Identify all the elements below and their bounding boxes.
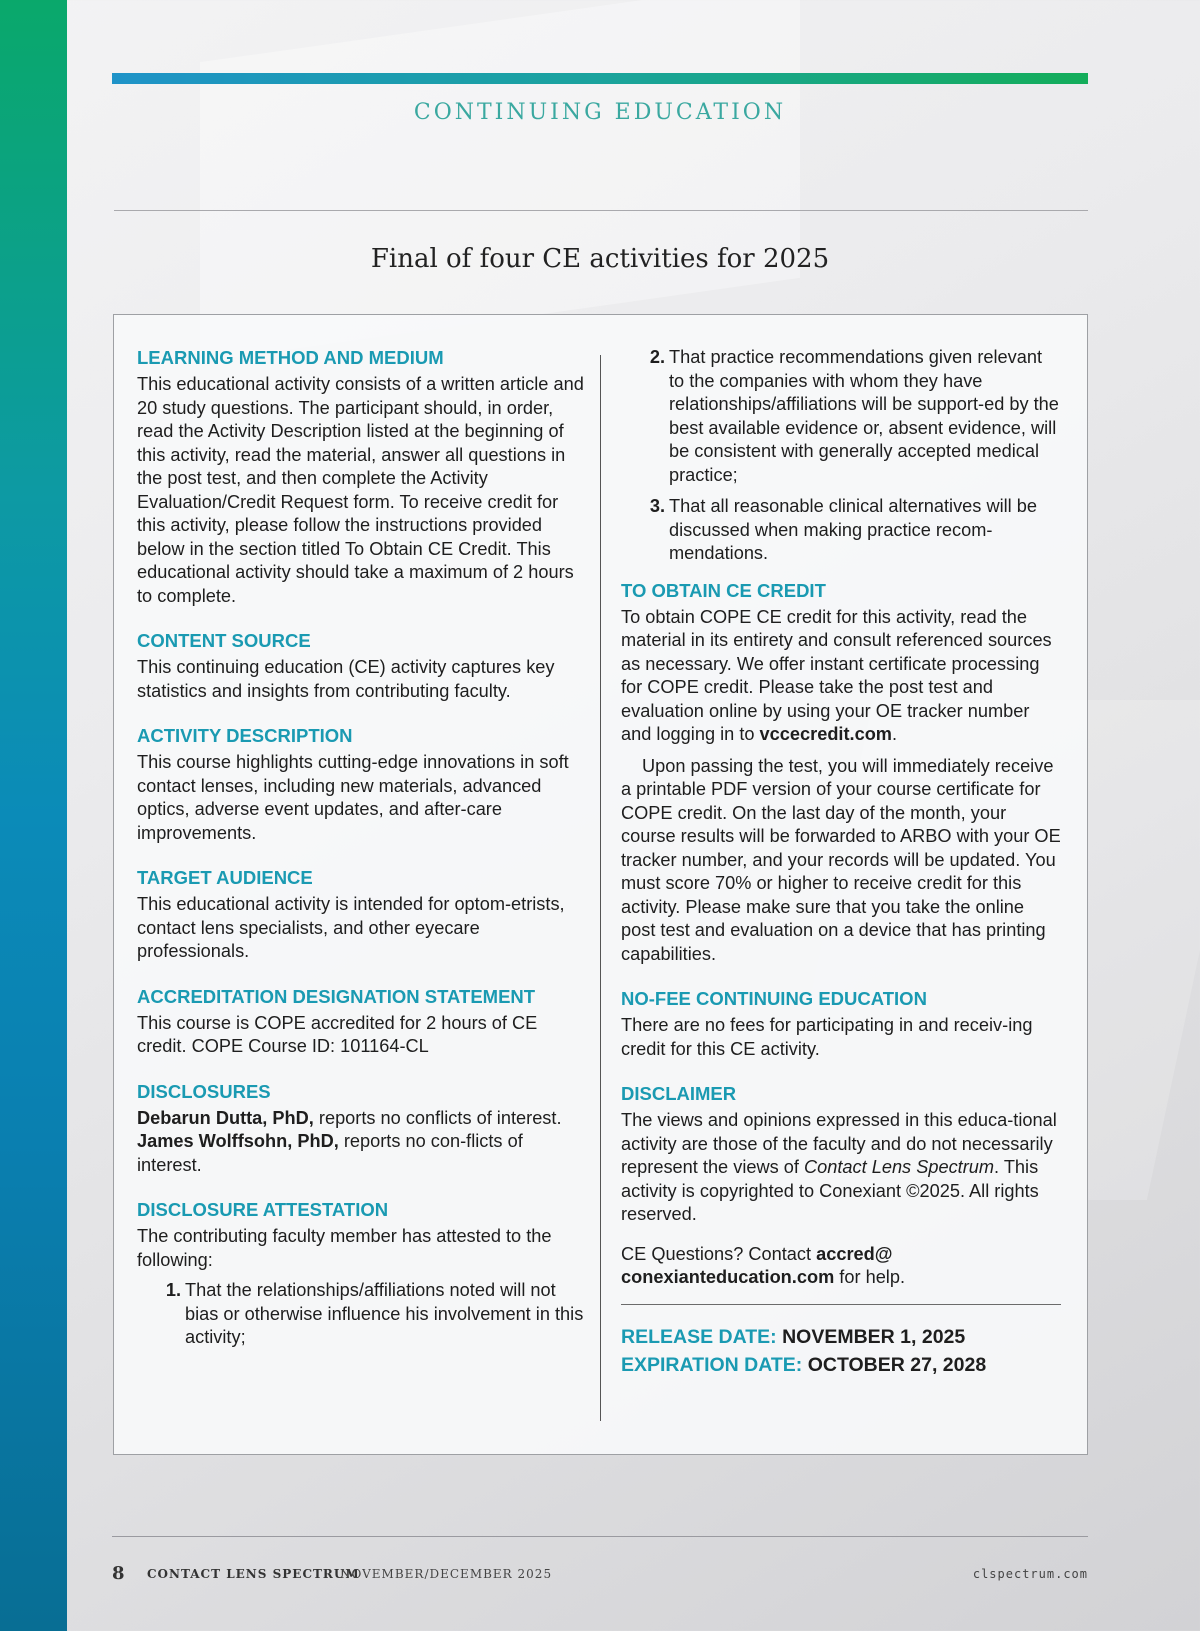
accreditation-heading: ACCREDITATION DESIGNATION STATEMENT — [137, 985, 536, 1007]
questions-text: CE Questions? Contact — [621, 1243, 817, 1264]
obtain-credit-p2: Upon passing the test, you will immediately receive a printable PDF version of your course certificate for COPE credit. On the last day of the month, your course results will be forwarded to ARBO with your OE tracker number, and your records will be updated. You must score 70% or higher to receive credit for this activity. Please make sure that you take the online post test and evaluation on a device that has printing capabilities. — [621, 755, 1061, 964]
decorative-side-bar — [0, 0, 67, 1631]
item-text: That all reasonable clinical alternatives will be discussed when making practice recom-mendations. — [669, 496, 1037, 563]
expiration-date-label: EXPIRATION DATE: — [621, 1353, 803, 1376]
dates-divider — [621, 1304, 1061, 1305]
no-fee-body: There are no fees for participating in and receiv-ing credit for this CE activity. — [621, 1015, 1033, 1059]
page-number: 8 — [112, 1563, 125, 1584]
disclaimer-body — [621, 1109, 1061, 1227]
section-label: CONTINUING EDUCATION — [413, 100, 787, 125]
publication-name: Contact Lens Spectrum — [803, 1157, 995, 1177]
item-text: That practice recommendations given relevant to the companies with whom they have relationships/affiliations will be support-ed by the best available evidence or, absent evidence, will be consistent with generally accepted medical practice; — [669, 347, 1059, 485]
questions-text: for help. — [834, 1267, 906, 1287]
learning-method-section — [137, 346, 585, 608]
disclosure-text: reports no conflicts of interest. — [313, 1107, 562, 1128]
obtain-credit-text: To obtain COPE CE credit for this activity, read the material in its entirety and consult referenced sources as necessary. We offer instant certificate processing for COPE credit. Please take the post test and evaluation online by using your OE tracker number and logging in to — [621, 606, 1052, 744]
attestation-item — [157, 1279, 585, 1350]
credit-website-link[interactable]: vccecredit.com — [759, 724, 892, 744]
disclaimer-heading: DISCLAIMER — [621, 1083, 737, 1104]
learning-method-body: This educational activity consists of a written article and 20 study questions. The participant should, in order, read the Activity Description listed at the beginning of this activity, read the material, answer all questions in the post test, and then complete the Activity Evaluation/Credit Request form. To receive credit for this activity, please follow the instructions provided below in the section titled To Obtain CE Credit. This educational activity should take a maximum of 2 hours to complete. — [137, 374, 584, 606]
faculty-name: Debarun Dutta, PhD, — [137, 1107, 314, 1128]
activity-description-body: This course highlights cutting-edge innovations in soft contact lenses, including new materials, advanced optics, adverse event updates, and after-care improvements. — [137, 752, 569, 843]
item-number: 3. — [649, 496, 665, 516]
right-column — [621, 346, 1061, 1379]
release-date-label: RELEASE DATE: — [621, 1325, 777, 1348]
learning-method-heading: LEARNING METHOD AND MEDIUM — [137, 347, 444, 368]
header-divider — [114, 210, 1088, 211]
page-subtitle: Final of four CE activities for 2025 — [370, 244, 830, 274]
background-facet — [200, 0, 800, 362]
release-date — [621, 1323, 1061, 1351]
item-number: 1. — [165, 1280, 181, 1300]
target-audience-body: This educational activity is intended for optom-etrists, contact lens specialists, and other eyecare professionals. — [137, 894, 565, 961]
disclosures-body — [137, 1107, 585, 1178]
obtain-credit-heading: TO OBTAIN CE CREDIT — [621, 579, 826, 601]
obtain-credit-text-end: . — [891, 724, 898, 744]
accreditation-body: This course is COPE accredited for 2 hours of CE credit. COPE Course ID: 101164-CL — [137, 1012, 538, 1056]
item-number: 2. — [649, 347, 665, 367]
item-text: That the relationships/affiliations noted will not bias or otherwise influence his involvement in this activity; — [185, 1280, 584, 1347]
content-source-body: This continuing education (CE) activity captures key statistics and insights from contributing faculty. — [137, 657, 555, 701]
faculty-name: James Wolffsohn, PhD, — [137, 1131, 339, 1151]
accreditation-section — [137, 985, 585, 1059]
attestation-item — [641, 495, 1061, 566]
issue-date: NOVEMBER/DECEMBER 2025 — [340, 1567, 553, 1581]
footer-rule — [112, 1536, 1088, 1537]
expiration-date-value: OCTOBER 27, 2028 — [802, 1353, 987, 1376]
attestation-item — [641, 346, 1061, 487]
content-source-heading: CONTENT SOURCE — [137, 630, 311, 651]
left-column — [137, 346, 585, 1371]
disclaimer-text: The views and opinions expressed in this educa-tional activity are those of the faculty and do not necessarily represent the views of — [621, 1110, 1057, 1177]
activity-description-section — [137, 724, 585, 845]
attestation-body: The contributing faculty member has attested to the following: — [137, 1226, 552, 1270]
header-accent-rule — [112, 73, 1088, 84]
attestation-section — [137, 1198, 585, 1350]
column-divider — [600, 355, 601, 1421]
disclaimer-section — [621, 1082, 1061, 1227]
no-fee-heading: NO-FEE CONTINUING EDUCATION — [621, 988, 927, 1009]
disclosures-section — [137, 1080, 585, 1178]
attestation-list — [137, 1279, 585, 1350]
website-url[interactable]: clspectrum.com — [972, 1567, 1088, 1581]
magazine-name: CONTACT LENS SPECTRUM — [147, 1567, 360, 1581]
disclosure-text: reports no con-flicts of interest. — [137, 1131, 523, 1175]
activity-description-heading: ACTIVITY DESCRIPTION — [137, 725, 353, 746]
contact-email-link[interactable]: accred@ conexianteducation.com — [621, 1243, 893, 1287]
obtain-credit-p1 — [621, 606, 1061, 747]
release-date-value: NOVEMBER 1, 2025 — [776, 1325, 966, 1348]
disclosures-heading: DISCLOSURES — [137, 1080, 271, 1102]
attestation-list-continued — [621, 346, 1061, 566]
content-source-section — [137, 629, 585, 703]
target-audience-section — [137, 866, 585, 964]
attestation-heading: DISCLOSURE ATTESTATION — [137, 1199, 389, 1220]
obtain-credit-section — [621, 579, 1061, 967]
expiration-date — [621, 1351, 1061, 1379]
target-audience-heading: TARGET AUDIENCE — [137, 867, 313, 888]
disclaimer-text: . This activity is copyrighted to Conexiant ©2025. All rights reserved. — [621, 1157, 1039, 1224]
no-fee-section — [621, 987, 1061, 1061]
ce-questions — [621, 1243, 1061, 1290]
